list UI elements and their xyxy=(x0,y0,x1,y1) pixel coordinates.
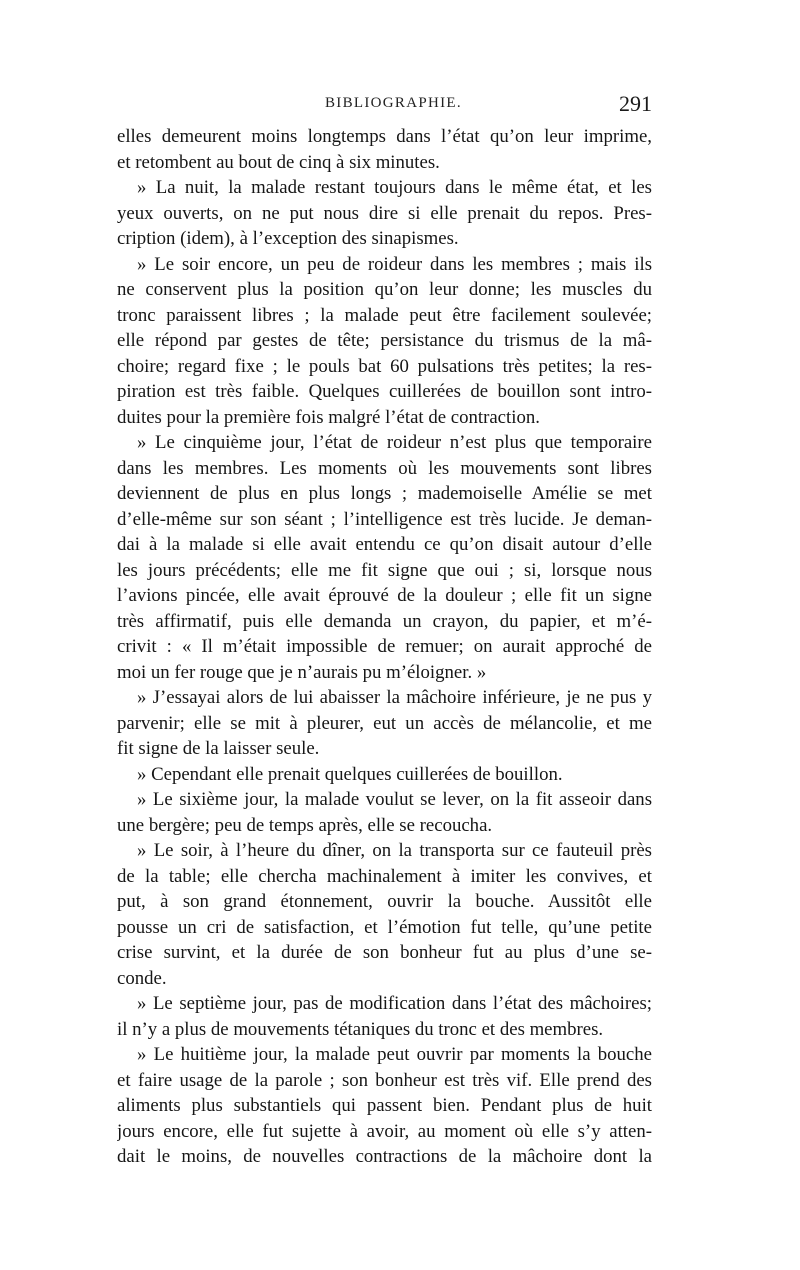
text-line: piration est très faible. Quelques cuillerées de bouillon sont intro- xyxy=(117,381,652,402)
text-line: très affirmatif, puis elle demanda un crayon, du papier, et m’é- xyxy=(117,610,652,632)
text-line: » Le huitième jour, la malade peut ouvrir par moments la bouche xyxy=(137,1044,652,1065)
text-line: les jours précédents; elle me fit signe que oui ; si, lorsque nous xyxy=(117,559,652,581)
text-line: put, à son grand étonnement, ouvrir la bouche. Aussitôt elle xyxy=(117,891,652,912)
text-line: aliments plus substantiels qui passent bien. Pendant plus de huit xyxy=(117,1095,652,1116)
text-line: de la table; elle chercha machinalement à imiter les convives, et xyxy=(117,865,652,887)
running-title: BIBLIOGRAPHIE. xyxy=(325,95,462,111)
text-line: » Cependant elle prenait quelques cuillerées de bouillon. xyxy=(137,763,563,785)
text-line: » Le soir, à l’heure du dîner, on la transporta sur ce fauteuil près xyxy=(137,840,652,861)
text-line: » Le sixième jour, la malade voulut se lever, on la fit asseoir dans xyxy=(137,789,652,810)
text-line: deviennent de plus en plus longs ; mademoiselle Amélie se met xyxy=(117,483,652,504)
text-line: il n’y a plus de mouvements tétaniques du tronc et des membres. xyxy=(117,1018,604,1040)
text-line: une bergère; peu de temps après, elle se recoucha. xyxy=(117,814,493,836)
text-line: » Le cinquième jour, l’état de roideur n’est plus que temporaire xyxy=(137,432,652,453)
text-line: d’elle-même sur son séant ; l’intelligence est très lucide. Je deman- xyxy=(117,508,652,530)
text-line: parvenir; elle se mit à pleurer, eut un accès de mélancolie, et me xyxy=(117,712,652,734)
text-line: jours encore, elle fut sujette à avoir, au moment où elle s’y atten- xyxy=(117,1120,652,1142)
text-line: ne conservent plus la position qu’on leur donne; les muscles du xyxy=(117,279,652,300)
text-line: dai à la malade si elle avait entendu ce qu’on disait autour d’elle xyxy=(117,534,652,555)
text-line: » J’essayai alors de lui abaisser la mâchoire inférieure, je ne pus y xyxy=(137,687,652,708)
text-line: choire; regard fixe ; le pouls bat 60 pulsations très petites; la res- xyxy=(117,355,652,377)
text-line: cription (idem), à l’exception des sinapismes. xyxy=(117,228,459,249)
text-line: dait le moins, de nouvelles contractions de la mâchoire dont la xyxy=(117,1146,652,1167)
text-line: elle répond par gestes de tête; persistance du trismus de la mâ- xyxy=(117,330,652,351)
text-line: tronc paraissent libres ; la malade peut être facilement soulevée; xyxy=(117,304,652,326)
text-line: et faire usage de la parole ; son bonheur est très vif. Elle prend des xyxy=(117,1069,652,1091)
text-line: » Le soir encore, un peu de roideur dans les membres ; mais ils xyxy=(137,253,652,275)
text-line: » La nuit, la malade restant toujours dans le même état, et les xyxy=(137,177,652,198)
text-line: conde. xyxy=(117,967,167,989)
text-line: yeux ouverts, on ne put nous dire si elle prenait du repos. Pres- xyxy=(117,202,652,224)
text-line: elles demeurent moins longtemps dans l’état qu’on leur imprime, xyxy=(117,126,652,147)
text-line: duites pour la première fois malgré l’état de contraction. xyxy=(117,406,540,428)
page-number: 291 xyxy=(619,91,652,116)
text-line: et retombent au bout de cinq à six minutes. xyxy=(117,151,440,173)
body-text xyxy=(117,124,652,1167)
text-line: crise survint, et la durée de son bonheur fut au plus d’une se- xyxy=(117,942,652,963)
text-line: » Le septième jour, pas de modification dans l’état des mâchoires; xyxy=(137,993,652,1014)
text-line: fit signe de la laisser seule. xyxy=(117,738,320,759)
text-line: dans les membres. Les moments où les mouvements sont libres xyxy=(117,457,652,479)
text-line: moi un fer rouge que je n’aurais pu m’éloigner. » xyxy=(117,661,487,683)
text-line: pousse un cri de satisfaction, et l’émotion fut telle, qu’une petite xyxy=(117,916,652,938)
page-header xyxy=(117,93,652,123)
text-line: crivit : « Il m’était impossible de remuer; on aurait approché de xyxy=(117,636,652,657)
text-line: l’avions pincée, elle avait éprouvé de la douleur ; elle fit un signe xyxy=(117,585,652,606)
